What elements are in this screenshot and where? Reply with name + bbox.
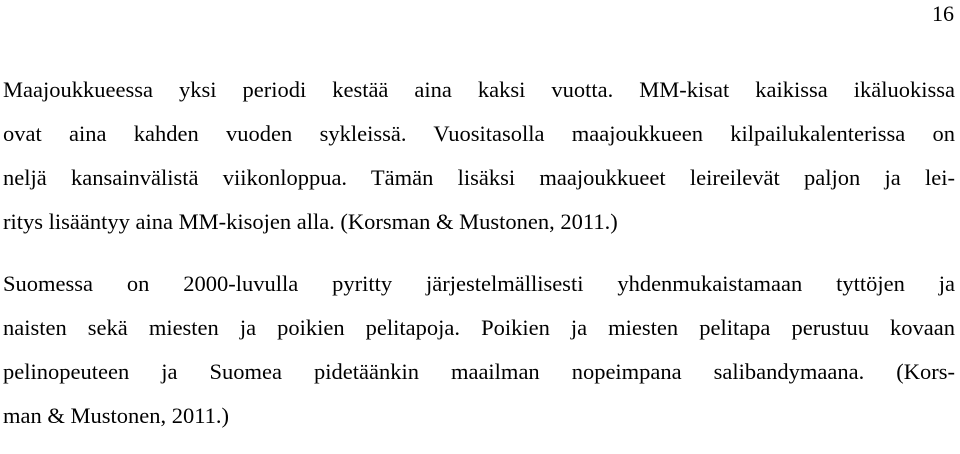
text-line: neljä kansainvälistä viikonloppua. Tämän lisäksi maajoukkueet leireilevät paljon ja lei- — [3, 165, 955, 190]
document-body — [3, 68, 955, 438]
text-line: ovat aina kahden vuoden sykleissä. Vuositasolla maajoukkueen kilpailukalenterissa on — [3, 121, 955, 146]
text-line: Suomessa on 2000-luvulla pyritty järjestelmällisesti yhdenmukaistamaan tyttöjen ja — [3, 271, 955, 296]
text-line: ritys lisääntyy aina MM-kisojen alla. (Korsman & Mustonen, 2011.) — [3, 209, 618, 234]
text-line: naisten sekä miesten ja poikien pelitapoja. Poikien ja miesten pelitapa perustuu kovaan — [3, 315, 955, 340]
text-line: man & Mustonen, 2011.) — [3, 403, 230, 428]
text-line: pelinopeuteen ja Suomea pidetäänkin maailman nopeimpana salibandymaana. (Kors- — [3, 359, 955, 384]
paragraph-national-team — [3, 68, 955, 244]
text-line: Maajoukkueessa yksi periodi kestää aina kaksi vuotta. MM-kisat kaikissa ikäluokissa — [3, 77, 955, 102]
paragraph-playing-style — [3, 262, 955, 438]
page-number: 16 — [932, 1, 954, 26]
